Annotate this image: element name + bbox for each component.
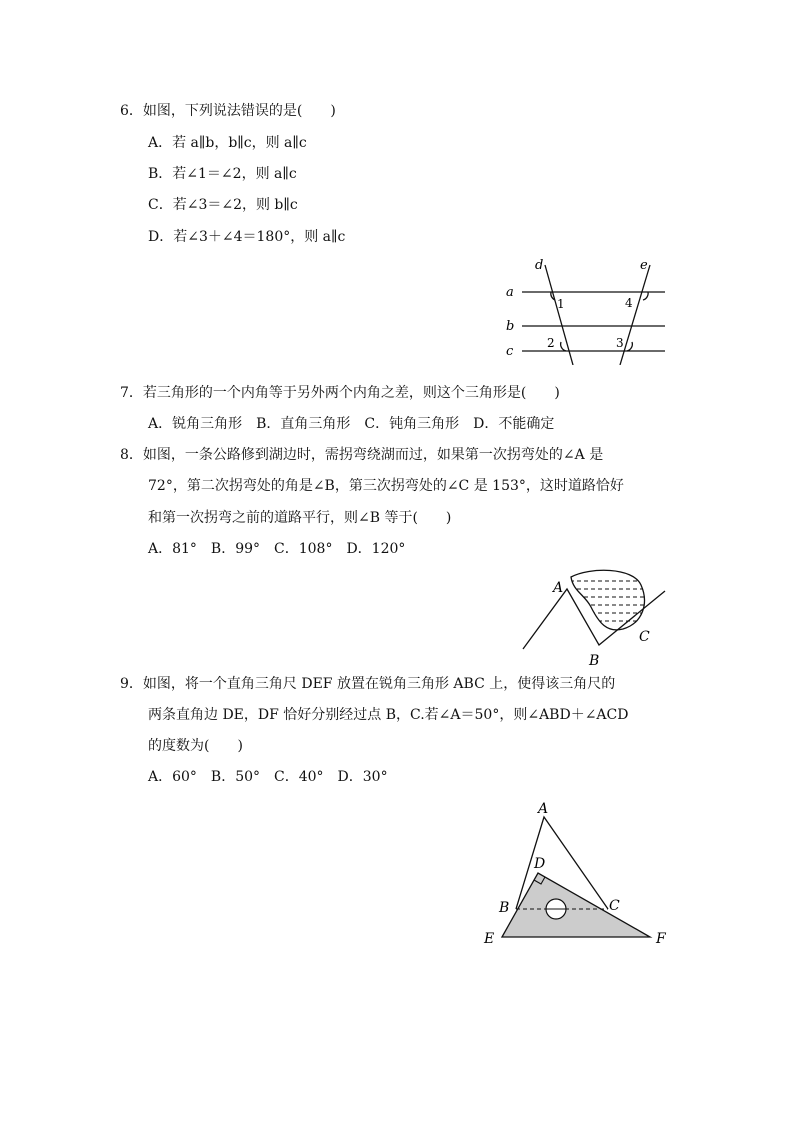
q9-stem-line-3: 的度数为( ) xyxy=(148,738,243,754)
label-B: B xyxy=(589,653,600,669)
q9-options: A．60° B．50° C．40° D．30° xyxy=(148,769,388,785)
label-E: E xyxy=(484,931,495,947)
q6-stem: 6．如图，下列说法错误的是( ) xyxy=(120,103,336,119)
angle-2-arc xyxy=(561,342,566,351)
line-d xyxy=(545,265,573,365)
angle-3-arc xyxy=(627,342,632,351)
q6-option-d: D．若∠3＋∠4＝180°，则 a∥c xyxy=(148,229,346,245)
line-e xyxy=(620,265,650,365)
label-D: D xyxy=(534,856,546,872)
label-C: C xyxy=(609,898,620,914)
label-c: c xyxy=(506,344,514,359)
q8-stem-line-2: 72°，第二次拐弯处的角是∠B，第三次拐弯处的∠C 是 153°，这时道路恰好 xyxy=(148,478,624,494)
q8-stem-line-3: 和第一次拐弯之前的道路平行，则∠B 等于( ) xyxy=(148,510,452,526)
q6-option-a: A．若 a∥b，b∥c，则 a∥c xyxy=(148,135,307,151)
q9-stem-line-2: 两条直角边 DE，DF 恰好分别经过点 B，C.若∠A＝50°，则∠ABD＋∠ACD xyxy=(148,707,629,723)
label-F: F xyxy=(656,931,666,947)
label-B: B xyxy=(499,900,510,916)
q6-option-c: C．若∠3＝∠2，则 b∥c xyxy=(148,197,298,213)
label-a: a xyxy=(506,285,514,300)
label-1: 1 xyxy=(557,297,565,311)
label-e: e xyxy=(640,258,648,273)
q7-stem: 7．若三角形的一个内角等于另外两个内角之差，则这个三角形是( ) xyxy=(120,385,560,401)
q7-options: A．锐角三角形 B．直角三角形 C．钝角三角形 D．不能确定 xyxy=(148,416,555,432)
q9-figure-triangle-ruler xyxy=(478,795,678,955)
q8-stem-line-1: 8．如图，一条公路修到湖边时，需拐弯绕湖而过，如果第一次拐弯处的∠A 是 xyxy=(120,447,604,463)
label-4: 4 xyxy=(625,296,633,310)
label-d: d xyxy=(535,258,544,273)
label-2: 2 xyxy=(547,336,555,350)
q9-stem-line-1: 9．如图，将一个直角三角尺 DEF 放置在锐角三角形 ABC 上，使得该三角尺的 xyxy=(120,676,616,692)
q8-options: A．81° B．99° C．108° D．120° xyxy=(148,541,406,557)
q6-figure-parallel-lines xyxy=(500,255,680,365)
label-A: A xyxy=(538,801,549,817)
q6-option-b: B．若∠1＝∠2，则 a∥c xyxy=(148,166,297,182)
label-b: b xyxy=(506,319,515,334)
label-C: C xyxy=(639,629,650,645)
label-A: A xyxy=(553,580,564,596)
angle-4-arc xyxy=(643,292,648,300)
q8-figure-lake-road xyxy=(515,565,675,670)
label-3: 3 xyxy=(616,336,624,350)
